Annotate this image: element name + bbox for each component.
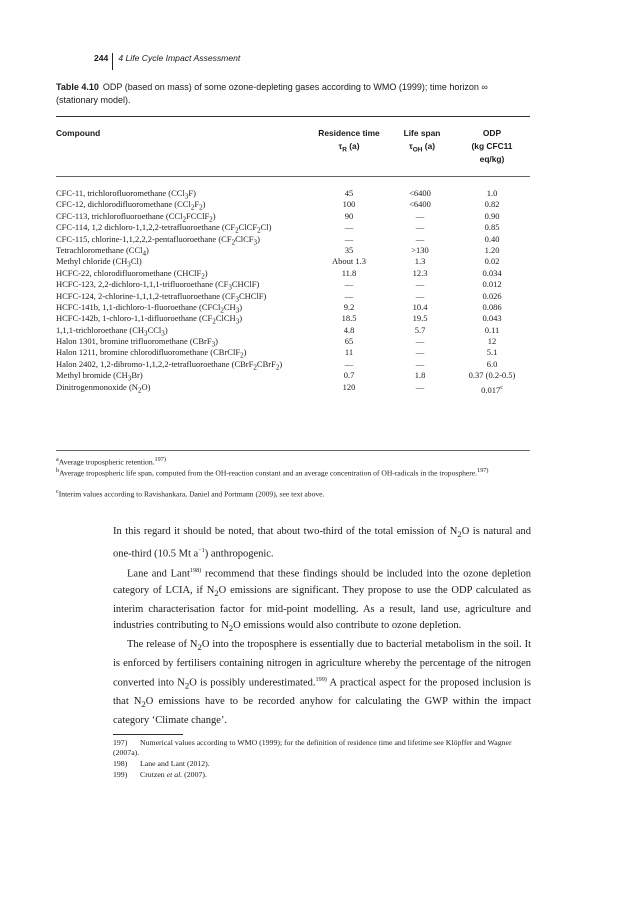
residence-cell: 18.5 <box>341 313 357 324</box>
odp-cell: 0.043 <box>482 313 502 324</box>
table-note-b: $^b$Average tropospheric life span, computed from the OH-reaction constant and an average concentration of OH-radicals in the troposphere.$^{197)}$ <box>56 467 489 478</box>
compound-cell: HCFC-124, 2-chlorine-1,1,1,2-tetrafluoroethane $(CF_3CHClF)$ <box>56 290 267 304</box>
residence-cell: 65 <box>344 336 354 347</box>
table-row <box>56 359 530 370</box>
compound-cell: HCFC-123, 2,2-dichloro-1,1,1-trifluoroethane $(CF_3CHClF)$ <box>56 279 260 292</box>
compound-cell: 1,1,1-trichloroethane $(CH_3CCl_3)$ <box>56 324 168 338</box>
odp-cell: 0.017$^c$ <box>481 383 503 395</box>
table-row <box>56 313 530 324</box>
table-row <box>56 325 530 336</box>
lifespan-cell: 10.4 <box>412 301 428 312</box>
lifespan-cell: <6400 <box>409 199 431 210</box>
residence-cell: 100 <box>342 199 356 210</box>
lifespan-cell: 1.8 <box>414 370 426 381</box>
residence-cell: — <box>344 290 354 301</box>
residence-cell: 11.8 <box>341 267 357 278</box>
lifespan-cell: — <box>415 222 425 233</box>
table-row <box>56 245 530 256</box>
table-row <box>56 347 530 361</box>
compound-cell: Tetrachloromethane (CCl$_4$) <box>56 244 149 258</box>
lifespan-cell: — <box>415 347 425 358</box>
table-row <box>56 336 530 347</box>
compound-cell: Methyl bromide $(CH_3Br)$ <box>56 370 143 383</box>
lifespan-cell: — <box>415 279 425 290</box>
lifespan-cell: >130 <box>411 244 429 255</box>
table-note-a: $^a$Average tropospheric retention.$^{197)}$ <box>56 456 166 467</box>
odp-cell: 0.85 <box>484 222 500 233</box>
page-number: 244 <box>94 52 109 63</box>
compound-cell: HCFC-22, chlorodifluoromethane (CHClF$_2$) <box>56 267 208 281</box>
footnote-rule <box>113 734 183 735</box>
compound-cell: CFC-11, trichlorofluoromethane (CCl$_3$F) <box>56 188 196 201</box>
odp-cell: 0.37 (0.2-0.5) <box>468 370 516 381</box>
odp-cell: 0.026 <box>482 290 502 301</box>
odp-cell: 5.1 <box>486 347 498 358</box>
residence-cell: 11 <box>344 347 354 358</box>
lifespan-cell: — <box>415 210 425 221</box>
running-head-title: 4 Life Cycle Impact Assessment <box>118 52 241 63</box>
residence-cell: 35 <box>344 244 354 255</box>
lifespan-cell: — <box>415 336 425 347</box>
table-caption-label: Table 4.10 <box>56 82 99 92</box>
residence-cell: — <box>344 233 354 244</box>
residence-cell: 45 <box>344 188 354 198</box>
residence-cell: 9.2 <box>343 301 355 312</box>
odp-cell: 0.40 <box>484 233 500 244</box>
compound-cell: Halon 1211, bromine chlorodifluoromethane (CBrClF$_2$) <box>56 347 247 361</box>
table-row <box>56 211 530 222</box>
compound-cell: Halon 1301, bromine trifluoromethane (CBrF$_3$) <box>56 336 218 349</box>
table-caption-text: ODP (based on mass) of some ozone-depleting gases according to WMO (1999); time horizon ∞ (stationary model). <box>56 82 488 105</box>
body-paragraph: The release of $N_2O$ into the troposphere is essentially due to bacterial metabolism in the soil. It is enforced by fertilisers containing nitrogen in agriculture whereby the percentage of the nitrogen converted into $N_2O$ is possibly underestimated.$^{199)}$ A practical aspect for the proposed inclusion is that $N_2O$ emissions have to be recorded anyhow for calculating the GWP within the impact category ‘Climate change’. <box>113 638 532 726</box>
lifespan-cell: — <box>415 381 425 392</box>
table-row <box>56 302 530 313</box>
table-row <box>56 199 530 213</box>
table-row <box>56 268 530 279</box>
compound-cell: HCFC-142b, 1-chloro-1,1-difluoroethane $(CF_2ClCH_3)$ <box>56 313 243 326</box>
lifespan-cell: 1.3 <box>414 256 426 267</box>
table-row <box>56 234 530 245</box>
body-paragraph: In this regard it should be noted, that about two-third of the total emission of $N_2O$ is natural and one-third (10.5 Mt $a^{-1}$) anthropogenic. <box>113 526 532 560</box>
table-row <box>56 279 530 290</box>
table-row <box>56 370 530 381</box>
residence-cell: 120 <box>342 381 356 392</box>
body-text <box>113 524 531 730</box>
header-odp: ODP (kg CFC11 eq/kg) <box>471 128 513 164</box>
table-row <box>56 382 530 393</box>
table-header-rule <box>56 176 530 177</box>
residence-cell: 0.7 <box>343 370 355 381</box>
compound-cell: CFC-113, trichlorofluoroethane (CCl$_2$FCClF$_2$) <box>56 210 216 224</box>
table-row <box>56 222 530 233</box>
table-note-c: $^c$Interim values according to Ravishankara, Daniel and Portmann (2009), see text above. <box>56 488 325 499</box>
odp-cell: 12 <box>487 336 497 347</box>
residence-cell: — <box>344 358 354 369</box>
table-row <box>56 291 530 302</box>
footnote-199: 199) Crutzen et al. (2007). <box>113 770 207 779</box>
table-caption <box>56 81 496 107</box>
residence-cell: About 1.3 <box>332 256 366 267</box>
lifespan-cell: 19.5 <box>412 313 428 324</box>
lifespan-cell: — <box>415 290 425 301</box>
lifespan-cell: 12.3 <box>412 267 428 278</box>
residence-cell: 4.8 <box>343 324 355 335</box>
residence-cell: — <box>344 222 354 233</box>
lifespan-cell: 5.7 <box>414 324 426 335</box>
compound-cell: CFC-115, chlorine-1,1,2,2,2-pentafluoroethane $(CF_2ClCF_3)$ <box>56 233 260 247</box>
odp-cell: 0.012 <box>482 279 502 290</box>
odp-cell: 0.11 <box>484 324 500 335</box>
header-compound: Compound <box>56 128 101 138</box>
running-head-divider <box>112 53 113 70</box>
compound-cell: CFC-114, 1,2 dichloro-1,1,2,2-tetrafluoroethane $(CF_2ClCF_2Cl)$ <box>56 222 272 235</box>
residence-cell: — <box>344 279 354 290</box>
body-paragraph: Lane and Lant$^{198)}$ recommend that these findings should be included into the ozone depletion category of LCIA, if $N_2O$ emissions are significant. They propose to use the ODP calculated as interim characterisation factor for mid-point modelling. As a result, land use, agriculture and industries contributing to $N_2O$ emissions would also contribute to ozone depletion. <box>113 566 531 634</box>
table-bottom-rule <box>56 450 530 451</box>
compound-cell: CFC-12, dichlorodifluoromethane $(CCl_2F_2)$ <box>56 199 206 213</box>
odp-cell: 1.20 <box>484 244 500 255</box>
compound-cell: Methyl chloride $(CH_3Cl)$ <box>56 256 142 270</box>
table-body <box>56 188 530 393</box>
footnote-198: 198) Lane and Lant (2012). <box>113 759 210 768</box>
compound-cell: Dinitrogenmonoxide $(N_2O)$ <box>56 381 151 395</box>
odp-cell: 6.0 <box>486 358 498 369</box>
odp-cell: 0.82 <box>484 199 500 210</box>
compound-cell: Halon 2402, 1,2-dibromo-1,1,2,2-tetrafluoroethane (CBrF$_2$CBrF$_2$) <box>56 358 283 372</box>
header-life-span: Life span $\tau_{OH}$ (a) <box>403 128 441 154</box>
table-row <box>56 188 530 199</box>
lifespan-cell: — <box>415 358 425 369</box>
running-head <box>94 49 240 66</box>
odp-cell: 0.02 <box>484 256 500 267</box>
odp-cell: 0.90 <box>484 210 500 221</box>
odp-cell: 1.0 <box>486 188 498 198</box>
header-residence-time: Residence time $\tau_R$ (a) <box>318 128 380 154</box>
lifespan-cell: <6400 <box>409 188 431 198</box>
odp-cell: 0.086 <box>482 301 502 312</box>
odp-cell: 0.034 <box>482 267 502 278</box>
table-row <box>56 256 530 270</box>
residence-cell: 90 <box>344 210 354 221</box>
footnote-197: 197) Numerical values according to WMO (1999); for the definition of residence time and lifetime see Klöpffer and Wagner (2007a). <box>113 738 512 758</box>
lifespan-cell: — <box>415 233 425 244</box>
table-top-rule <box>56 116 530 117</box>
compound-cell: HCFC-141b, 1,1-dichloro-1-fluoroethane $(CFCl_2CH_3)$ <box>56 301 243 315</box>
